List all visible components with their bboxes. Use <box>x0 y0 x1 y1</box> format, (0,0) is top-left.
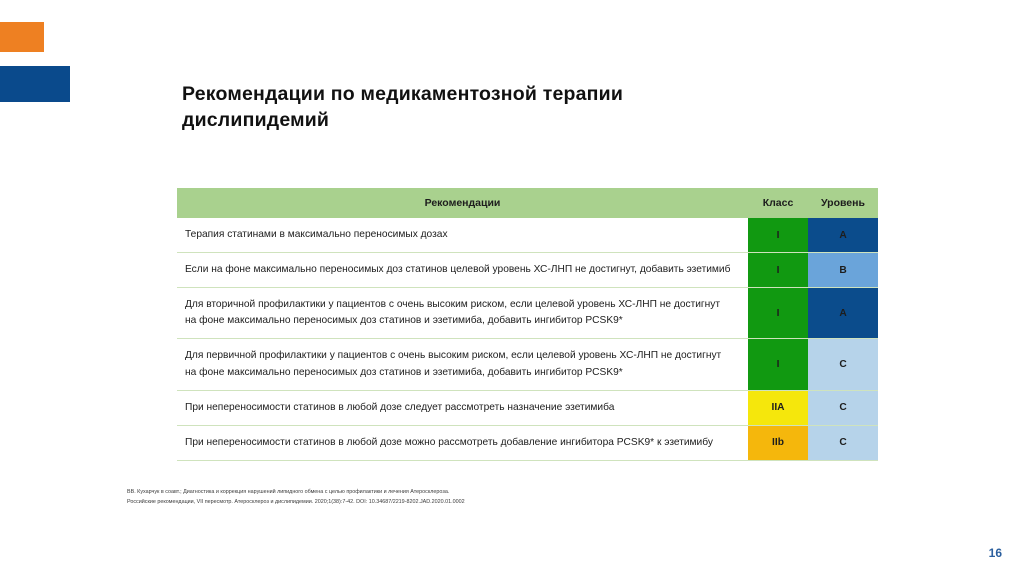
recommendation-text: Для вторичной профилактики у пациентов с очень высоким риском, если целевой уровень ХС-ЛНП не достигнут на фоне максимально переносимых доз статинов и эзетимиба, добавить ингибитор PCSK9* <box>177 288 748 339</box>
table-row <box>177 339 878 390</box>
class-badge: I <box>748 218 808 253</box>
table-row <box>177 390 878 425</box>
level-badge: A <box>808 218 878 253</box>
table-row <box>177 253 878 288</box>
table-row <box>177 425 878 460</box>
table-row <box>177 218 878 253</box>
citation-line-1: ВВ. Кухарчук в соавт.; Диагностика и коррекция нарушений липидного обмена с целью профилактики и лечения Атеросклероза. <box>127 489 450 495</box>
table-header <box>177 188 878 218</box>
level-badge: A <box>808 288 878 339</box>
table-header-row <box>177 188 878 218</box>
recommendations-table <box>177 188 878 461</box>
recommendation-text: Если на фоне максимально переносимых доз статинов целевой уровень ХС-ЛНП не достигнут, добавить эзетимиб <box>177 253 748 288</box>
column-header-level: Уровень <box>808 188 878 218</box>
citation-line-2: Российские рекомендации, VII пересмотр. Атеросклероз и дислипидемии. 2020;1(38):7-42. DOI: 10.34687/2219-8202.JAD.2020.01.0002 <box>127 499 465 505</box>
class-badge: IIA <box>748 390 808 425</box>
column-header-class: Класс <box>748 188 808 218</box>
source-citation <box>127 487 827 507</box>
class-badge: I <box>748 253 808 288</box>
table-row <box>177 288 878 339</box>
recommendation-text: При непереносимости статинов в любой дозе можно рассмотреть добавление ингибитора PCSK9* к эзетимибу <box>177 425 748 460</box>
table-body <box>177 218 878 460</box>
class-badge: I <box>748 339 808 390</box>
recommendation-text: Терапия статинами в максимально переносимых дозах <box>177 218 748 253</box>
page-number: 16 <box>988 546 1002 560</box>
recommendation-text: Для первичной профилактики у пациентов с очень высоким риском, если целевой уровень ХС-ЛНП не достигнут на фоне максимально переносимых доз статинов и эзетимиба, добавить ингибитор PCSK9* <box>177 339 748 390</box>
level-badge: C <box>808 390 878 425</box>
class-badge: I <box>748 288 808 339</box>
class-badge: IIb <box>748 425 808 460</box>
logo-blue-block <box>0 66 70 102</box>
level-badge: B <box>808 253 878 288</box>
slide-title: Рекомендации по медикаментозной терапии дислипидемий <box>182 83 624 131</box>
column-header-recommendation: Рекомендации <box>177 188 748 218</box>
recommendation-text: При непереносимости статинов в любой дозе следует рассмотреть назначение эзетимиба <box>177 390 748 425</box>
brand-logo <box>0 22 90 102</box>
level-badge: C <box>808 425 878 460</box>
logo-orange-block <box>0 22 44 52</box>
recommendations-table-container <box>177 188 878 461</box>
level-badge: C <box>808 339 878 390</box>
